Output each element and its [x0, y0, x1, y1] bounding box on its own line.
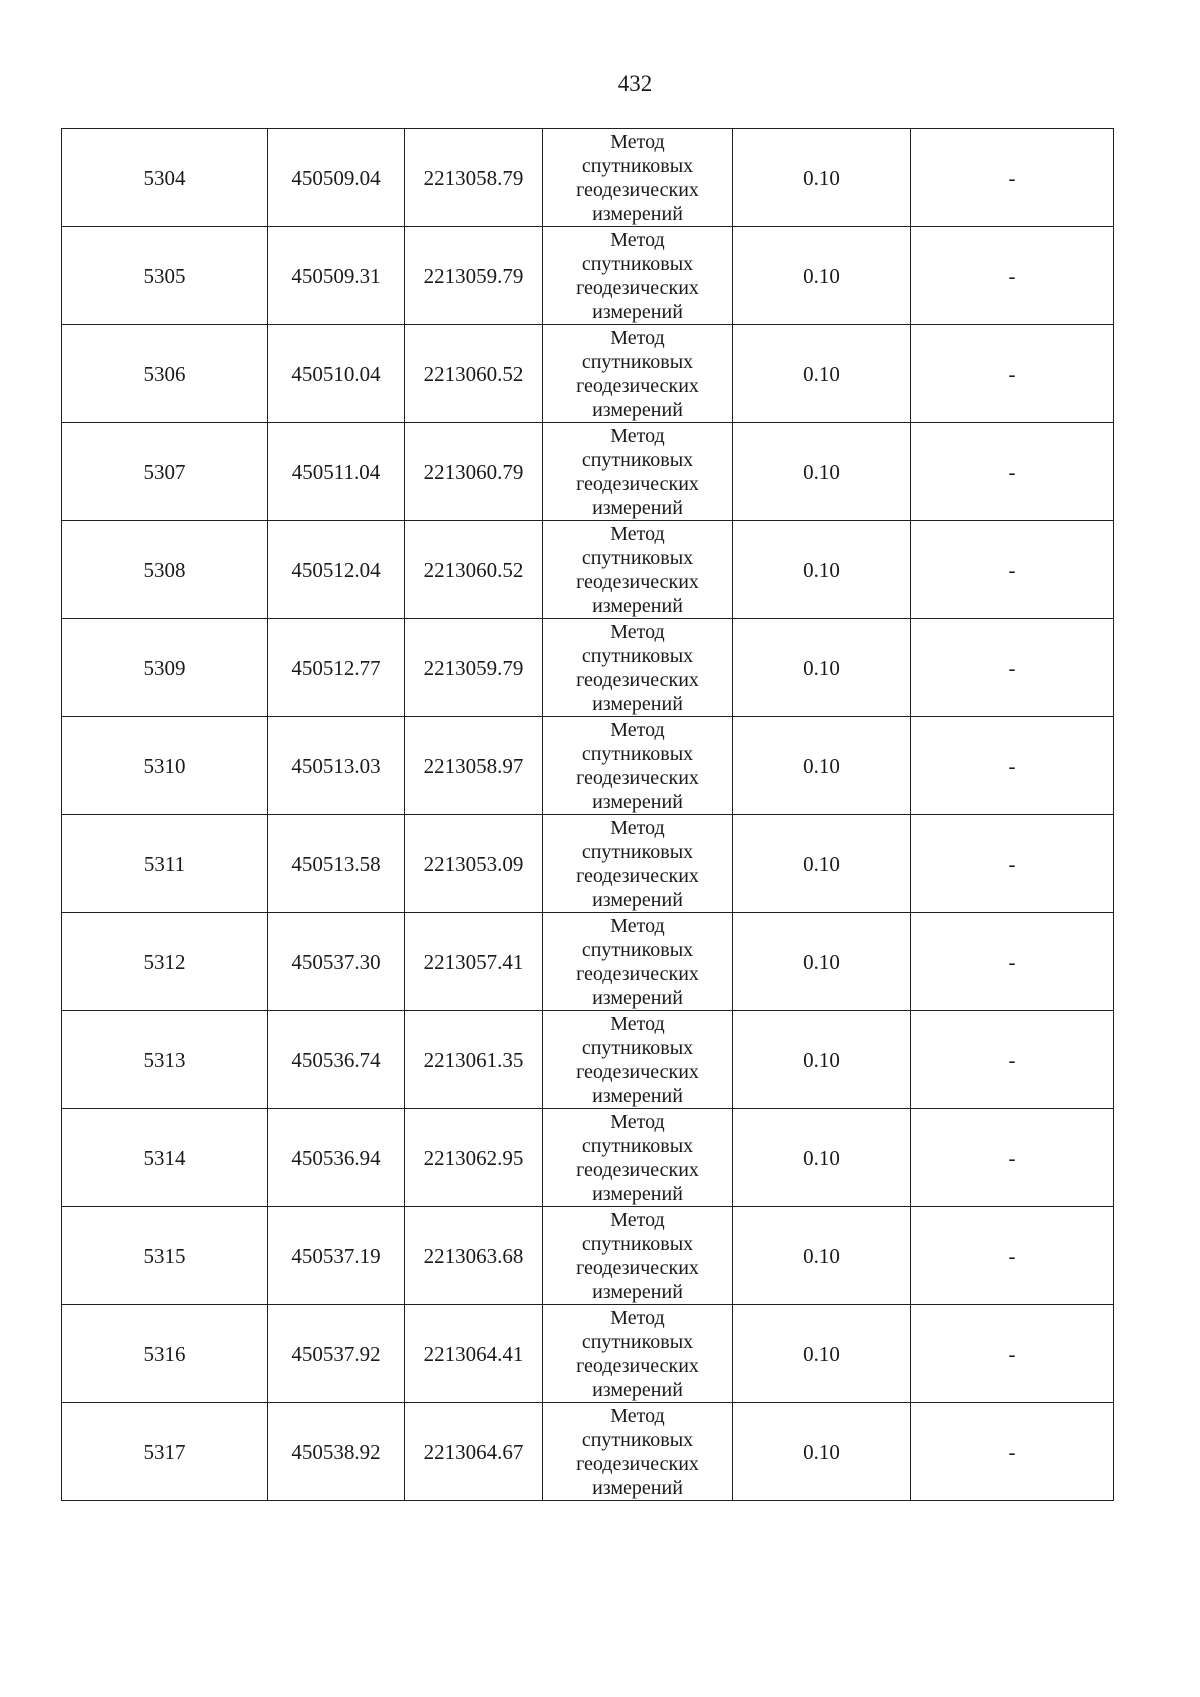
method-line: измерений	[592, 1084, 683, 1107]
method-line: геодезических	[576, 178, 699, 201]
method-line: Метод	[610, 228, 665, 251]
coordinate-x-cell: 450537.30	[268, 913, 405, 1011]
note-cell: -	[911, 521, 1114, 619]
method-line: спутниковых	[581, 350, 694, 373]
accuracy-cell: 0.10	[733, 717, 911, 815]
page-number: 432	[617, 71, 653, 96]
note-cell: -	[911, 913, 1114, 1011]
accuracy-cell: 0.10	[733, 913, 911, 1011]
coordinate-x-cell: 450536.94	[268, 1109, 405, 1207]
method-cell	[543, 1011, 733, 1109]
method-line: геодезических	[576, 1158, 699, 1181]
note-cell: -	[911, 129, 1114, 227]
method-line: спутниковых	[581, 1134, 694, 1157]
coordinate-y-cell: 2213060.79	[405, 423, 543, 521]
method-line: спутниковых	[581, 1232, 694, 1255]
method-line: измерений	[592, 1182, 683, 1205]
method-line: измерений	[592, 1280, 683, 1303]
coordinate-y-cell: 2213053.09	[405, 815, 543, 913]
coordinate-y-cell: 2213064.67	[405, 1403, 543, 1501]
coordinate-y-cell: 2213062.95	[405, 1109, 543, 1207]
method-line: спутниковых	[581, 1428, 694, 1451]
method-line: Метод	[610, 326, 665, 349]
method-line: измерений	[592, 692, 683, 715]
table-row	[62, 717, 1114, 815]
method-line: геодезических	[576, 1452, 699, 1475]
method-line: геодезических	[576, 962, 699, 985]
method-line: геодезических	[576, 864, 699, 887]
method-line: спутниковых	[581, 644, 694, 667]
method-line: спутниковых	[581, 840, 694, 863]
method-line: измерений	[592, 300, 683, 323]
method-cell	[543, 423, 733, 521]
method-line: геодезических	[576, 472, 699, 495]
table-row	[62, 1011, 1114, 1109]
coordinate-x-cell: 450512.77	[268, 619, 405, 717]
method-cell	[543, 521, 733, 619]
point-number-cell: 5310	[62, 717, 268, 815]
coordinate-y-cell: 2213061.35	[405, 1011, 543, 1109]
coordinate-x-cell: 450538.92	[268, 1403, 405, 1501]
method-line: спутниковых	[581, 154, 694, 177]
method-line: измерений	[592, 1378, 683, 1401]
coordinate-x-cell: 450511.04	[268, 423, 405, 521]
table-row	[62, 913, 1114, 1011]
method-line: измерений	[592, 398, 683, 421]
method-line: Метод	[610, 1404, 665, 1427]
method-line: спутниковых	[581, 938, 694, 961]
method-line: спутниковых	[581, 1036, 694, 1059]
method-cell	[543, 1403, 733, 1501]
coordinates-table	[61, 128, 1114, 1501]
accuracy-cell: 0.10	[733, 1109, 911, 1207]
point-number-cell: 5308	[62, 521, 268, 619]
method-line: Метод	[610, 130, 665, 153]
accuracy-cell: 0.10	[733, 1207, 911, 1305]
table-row	[62, 1109, 1114, 1207]
note-cell: -	[911, 325, 1114, 423]
method-cell	[543, 227, 733, 325]
method-line: Метод	[610, 718, 665, 741]
method-line: Метод	[610, 1208, 665, 1231]
table-row	[62, 619, 1114, 717]
coordinate-x-cell: 450510.04	[268, 325, 405, 423]
note-cell: -	[911, 815, 1114, 913]
method-line: Метод	[610, 620, 665, 643]
table-row	[62, 815, 1114, 913]
coordinate-x-cell: 450513.58	[268, 815, 405, 913]
table-row	[62, 521, 1114, 619]
method-line: измерений	[592, 790, 683, 813]
coordinate-y-cell: 2213057.41	[405, 913, 543, 1011]
coordinate-x-cell: 450512.04	[268, 521, 405, 619]
coordinate-y-cell: 2213063.68	[405, 1207, 543, 1305]
point-number-cell: 5314	[62, 1109, 268, 1207]
method-line: Метод	[610, 816, 665, 839]
accuracy-cell: 0.10	[733, 1011, 911, 1109]
method-cell	[543, 129, 733, 227]
method-line: Метод	[610, 522, 665, 545]
note-cell: -	[911, 1011, 1114, 1109]
method-line: геодезических	[576, 276, 699, 299]
method-line: измерений	[592, 986, 683, 1009]
point-number-cell: 5315	[62, 1207, 268, 1305]
table-row	[62, 325, 1114, 423]
note-cell: -	[911, 1109, 1114, 1207]
point-number-cell: 5305	[62, 227, 268, 325]
method-line: Метод	[610, 914, 665, 937]
accuracy-cell: 0.10	[733, 815, 911, 913]
point-number-cell: 5313	[62, 1011, 268, 1109]
accuracy-cell: 0.10	[733, 521, 911, 619]
method-line: Метод	[610, 1110, 665, 1133]
method-cell	[543, 1207, 733, 1305]
coordinate-y-cell: 2213059.79	[405, 227, 543, 325]
accuracy-cell: 0.10	[733, 423, 911, 521]
method-line: спутниковых	[581, 742, 694, 765]
coordinate-y-cell: 2213058.79	[405, 129, 543, 227]
point-number-cell: 5306	[62, 325, 268, 423]
method-cell	[543, 815, 733, 913]
method-line: геодезических	[576, 766, 699, 789]
method-line: геодезических	[576, 374, 699, 397]
accuracy-cell: 0.10	[733, 325, 911, 423]
method-line: спутниковых	[581, 252, 694, 275]
table-row	[62, 1305, 1114, 1403]
point-number-cell: 5316	[62, 1305, 268, 1403]
point-number-cell: 5317	[62, 1403, 268, 1501]
method-cell	[543, 325, 733, 423]
note-cell: -	[911, 1403, 1114, 1501]
method-line: измерений	[592, 496, 683, 519]
coordinate-y-cell: 2213060.52	[405, 325, 543, 423]
coordinate-x-cell: 450537.92	[268, 1305, 405, 1403]
method-line: Метод	[610, 424, 665, 447]
coordinates-table-body	[62, 129, 1114, 1501]
note-cell: -	[911, 423, 1114, 521]
accuracy-cell: 0.10	[733, 619, 911, 717]
method-line: геодезических	[576, 570, 699, 593]
method-cell	[543, 1109, 733, 1207]
coordinate-x-cell: 450509.31	[268, 227, 405, 325]
method-line: измерений	[592, 1476, 683, 1499]
coordinate-y-cell: 2213059.79	[405, 619, 543, 717]
method-cell	[543, 1305, 733, 1403]
point-number-cell: 5304	[62, 129, 268, 227]
method-cell	[543, 619, 733, 717]
method-line: Метод	[610, 1012, 665, 1035]
note-cell: -	[911, 227, 1114, 325]
method-line: спутниковых	[581, 448, 694, 471]
point-number-cell: 5312	[62, 913, 268, 1011]
method-line: геодезических	[576, 668, 699, 691]
note-cell: -	[911, 1305, 1114, 1403]
point-number-cell: 5311	[62, 815, 268, 913]
accuracy-cell: 0.10	[733, 129, 911, 227]
coordinate-y-cell: 2213058.97	[405, 717, 543, 815]
method-line: измерений	[592, 594, 683, 617]
point-number-cell: 5307	[62, 423, 268, 521]
coordinate-x-cell: 450513.03	[268, 717, 405, 815]
table-row	[62, 1403, 1114, 1501]
method-line: измерений	[592, 888, 683, 911]
accuracy-cell: 0.10	[733, 1403, 911, 1501]
note-cell: -	[911, 717, 1114, 815]
method-line: геодезических	[576, 1256, 699, 1279]
note-cell: -	[911, 1207, 1114, 1305]
method-line: Метод	[610, 1306, 665, 1329]
point-number-cell: 5309	[62, 619, 268, 717]
coordinate-x-cell: 450509.04	[268, 129, 405, 227]
accuracy-cell: 0.10	[733, 1305, 911, 1403]
method-line: спутниковых	[581, 1330, 694, 1353]
coordinate-y-cell: 2213064.41	[405, 1305, 543, 1403]
note-cell: -	[911, 619, 1114, 717]
coordinate-x-cell: 450537.19	[268, 1207, 405, 1305]
coordinate-y-cell: 2213060.52	[405, 521, 543, 619]
table-row	[62, 1207, 1114, 1305]
accuracy-cell: 0.10	[733, 227, 911, 325]
method-cell	[543, 913, 733, 1011]
table-row	[62, 227, 1114, 325]
table-row	[62, 129, 1114, 227]
method-line: измерений	[592, 202, 683, 225]
coordinate-x-cell: 450536.74	[268, 1011, 405, 1109]
method-line: геодезических	[576, 1354, 699, 1377]
method-line: геодезических	[576, 1060, 699, 1083]
method-line: спутниковых	[581, 546, 694, 569]
table-row	[62, 423, 1114, 521]
method-cell	[543, 717, 733, 815]
